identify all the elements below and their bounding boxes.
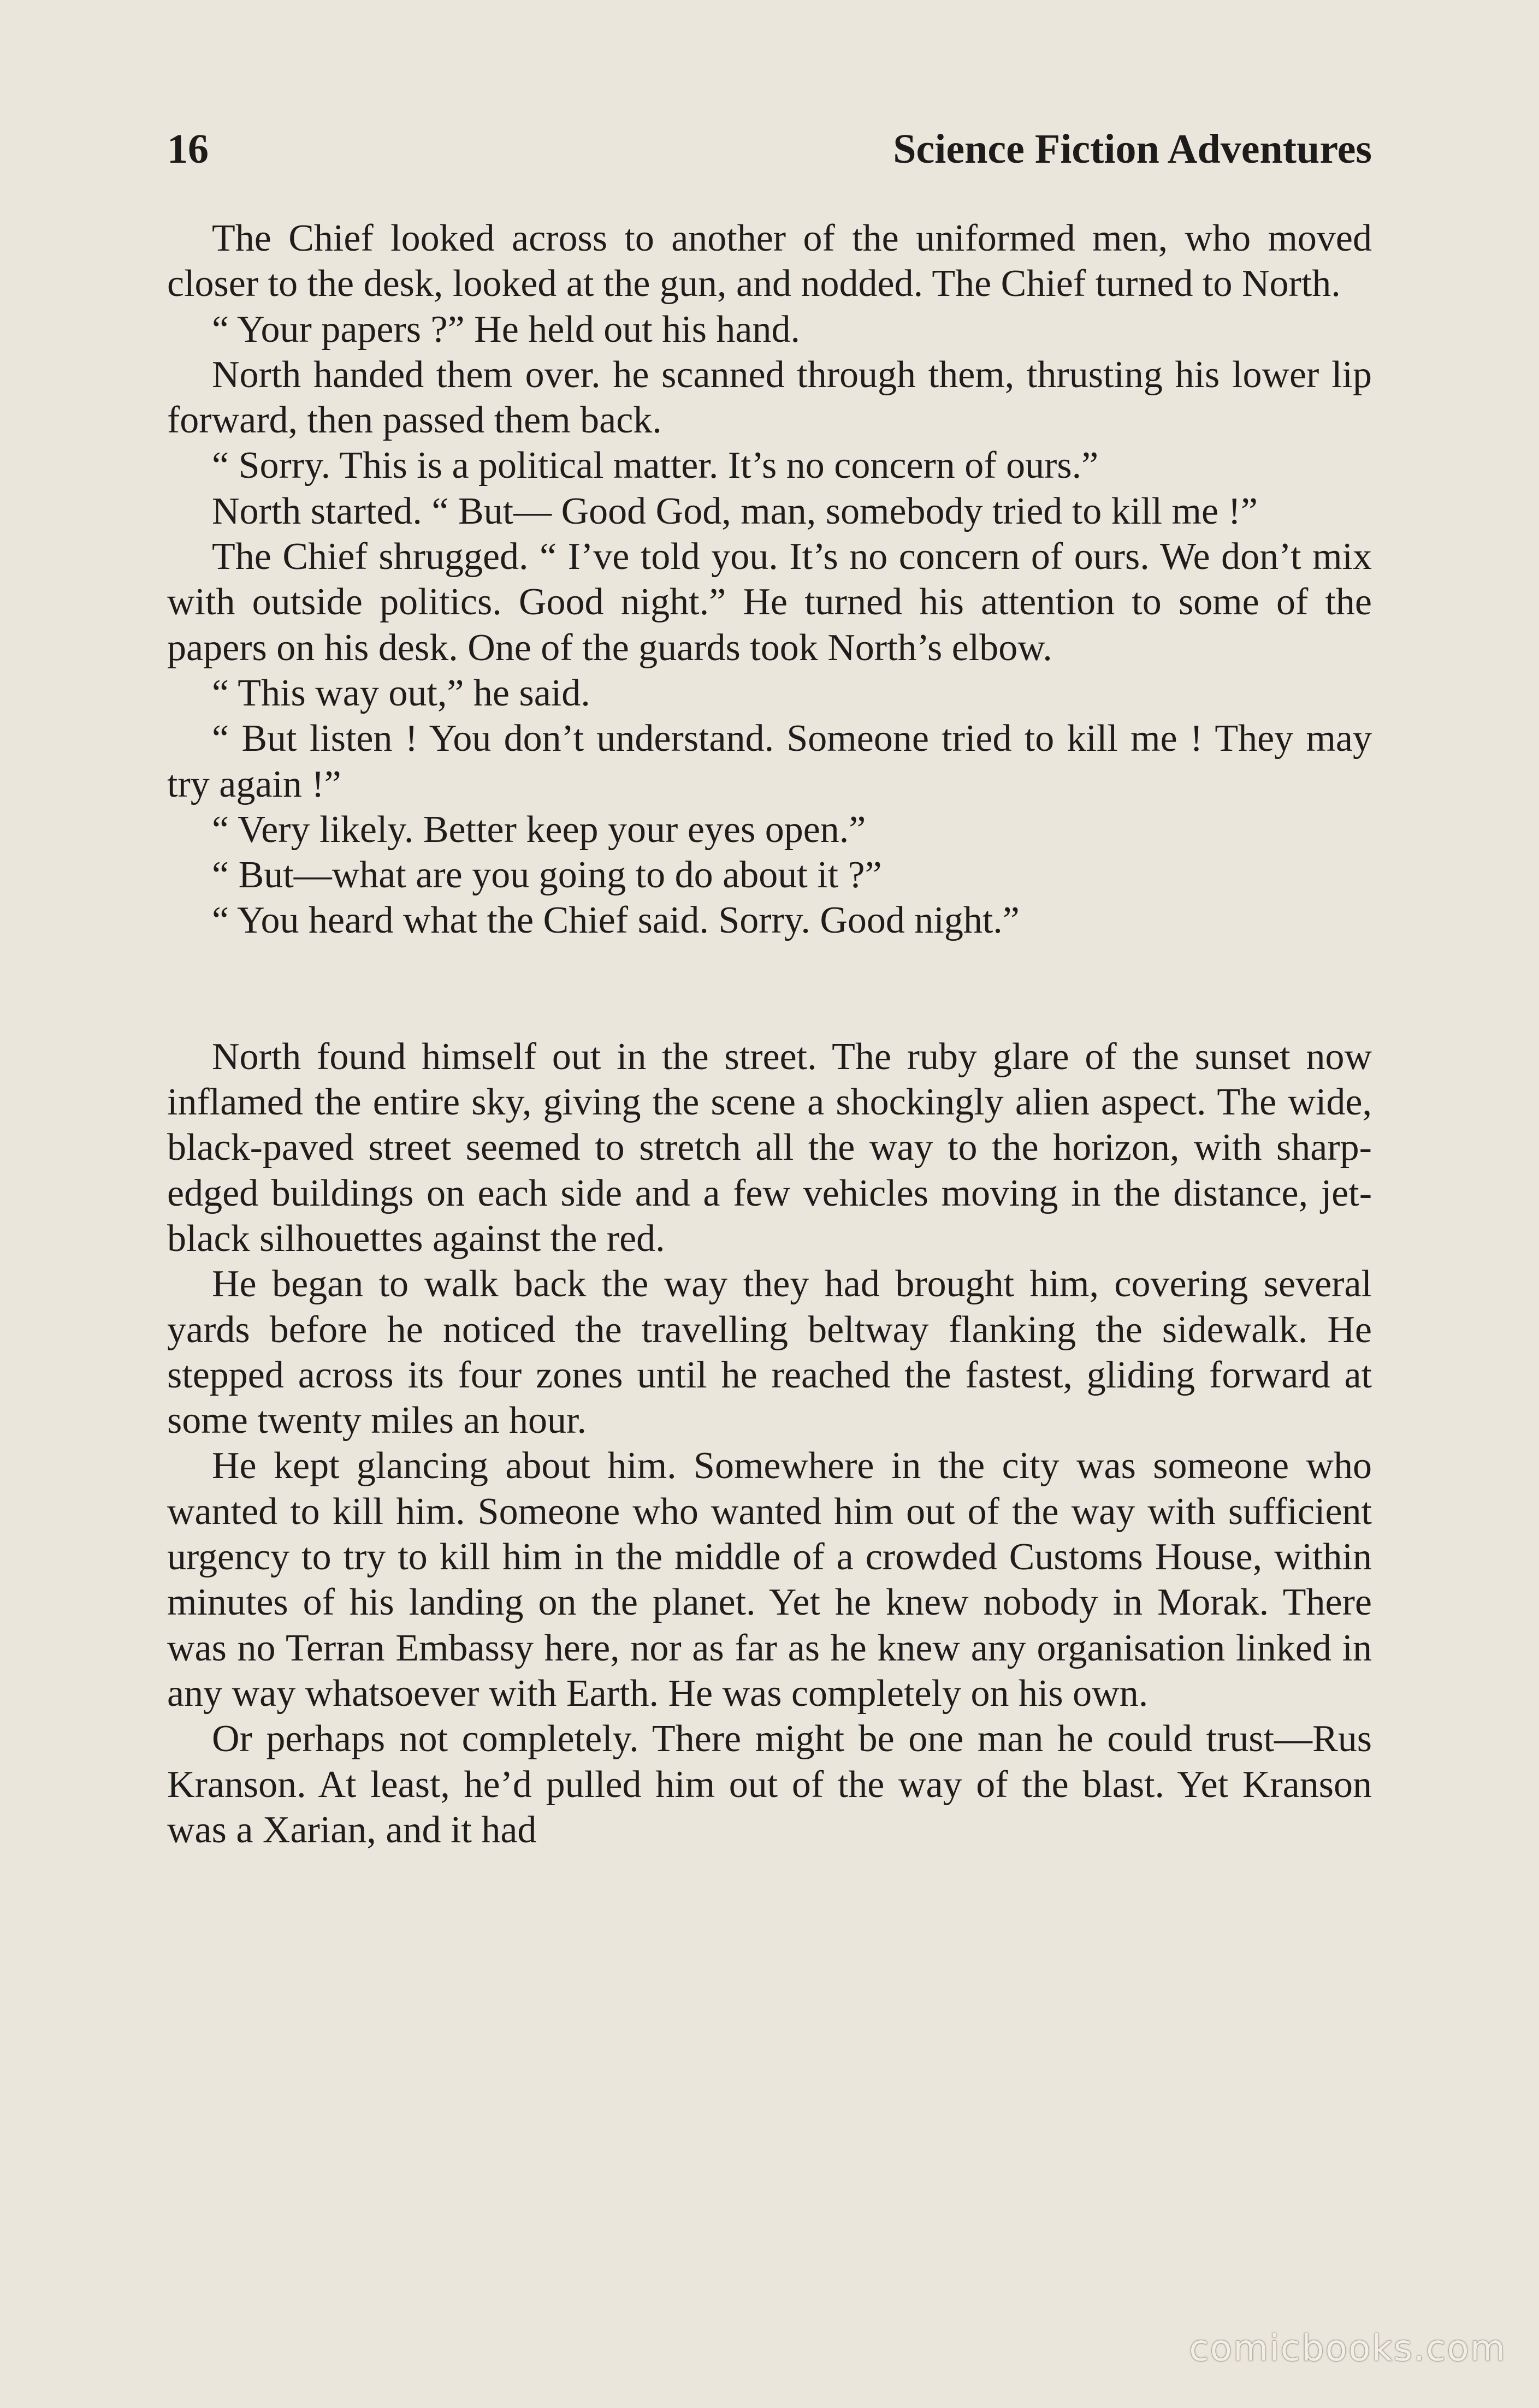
section-break — [167, 944, 1372, 1034]
paragraph: He began to walk back the way they had brought him, covering several yards before he noticed the travelling beltway flanking the sidewalk. He stepped across its four zones until he reached the fastest, gliding forward at some twenty miles an hour. — [167, 1263, 1372, 1442]
paragraph: “ This way out,” he said. — [212, 672, 590, 714]
paragraph: “ But—what are you going to do about it ?” — [212, 854, 882, 897]
paragraph: He kept glancing about him. Somewhere in the city was someone who wanted to kill him. Someone who wanted him out of the way with sufficient urgency to try to kill him in the middle of a crowded Customs House, within minutes of his landing on the planet. Yet he knew nobody in Morak. There was no Terran Embassy here, nor as far as he knew any organisation linked in any way whatsoever with Earth. He was completely on his own. — [167, 1445, 1372, 1715]
paragraph: The Chief shrugged. “ I’ve told you. It’s no concern of ours. We don’t mix with outside politics. Good night.” He turned his attention to some of the papers on his desk. One of the guards took North’s elbow. — [167, 536, 1372, 669]
paragraph: “ Your papers ?” He held out his hand. — [212, 308, 801, 351]
page-number: 16 — [167, 126, 209, 172]
paragraph: “ Sorry. This is a political matter. It’s no concern of ours.” — [212, 444, 1099, 487]
paragraph: North handed them over. he scanned through them, thrusting his lower lip forward, then passed them back. — [167, 353, 1372, 442]
paragraph: “ But listen ! You don’t understand. Someone tried to kill me ! They may try again !” — [167, 717, 1372, 805]
body-text — [167, 216, 1372, 1853]
paragraph: North started. “ But— Good God, man, somebody tried to kill me !” — [212, 490, 1258, 532]
paragraph: “ Very likely. Better keep your eyes open.” — [212, 808, 866, 851]
running-head — [167, 126, 1372, 175]
paragraph: Or perhaps not completely. There might be one man he could trust—Rus Kranson. At least, he’d pulled him out of the way of the blast. Yet Kranson was a Xarian, and it had — [167, 1718, 1372, 1851]
paragraph: The Chief looked across to another of the uniformed men, who moved closer to the desk, looked at the gun, and nodded. The Chief turned to North. — [167, 217, 1372, 305]
paragraph: North found himself out in the street. The ruby glare of the sunset now inflamed the entire sky, giving the scene a shockingly alien aspect. The wide, black-paved street seemed to stretch all the way to the horizon, with sharp-edged buildings on each side and a few vehicles moving in the distance, jet-black silhouettes against the red. — [167, 1035, 1372, 1260]
paragraph: “ You heard what the Chief said. Sorry. Good night.” — [212, 899, 1020, 942]
watermark: comicbooks.com — [1189, 2327, 1506, 2369]
journal-title: Science Fiction Adventures — [893, 126, 1372, 172]
